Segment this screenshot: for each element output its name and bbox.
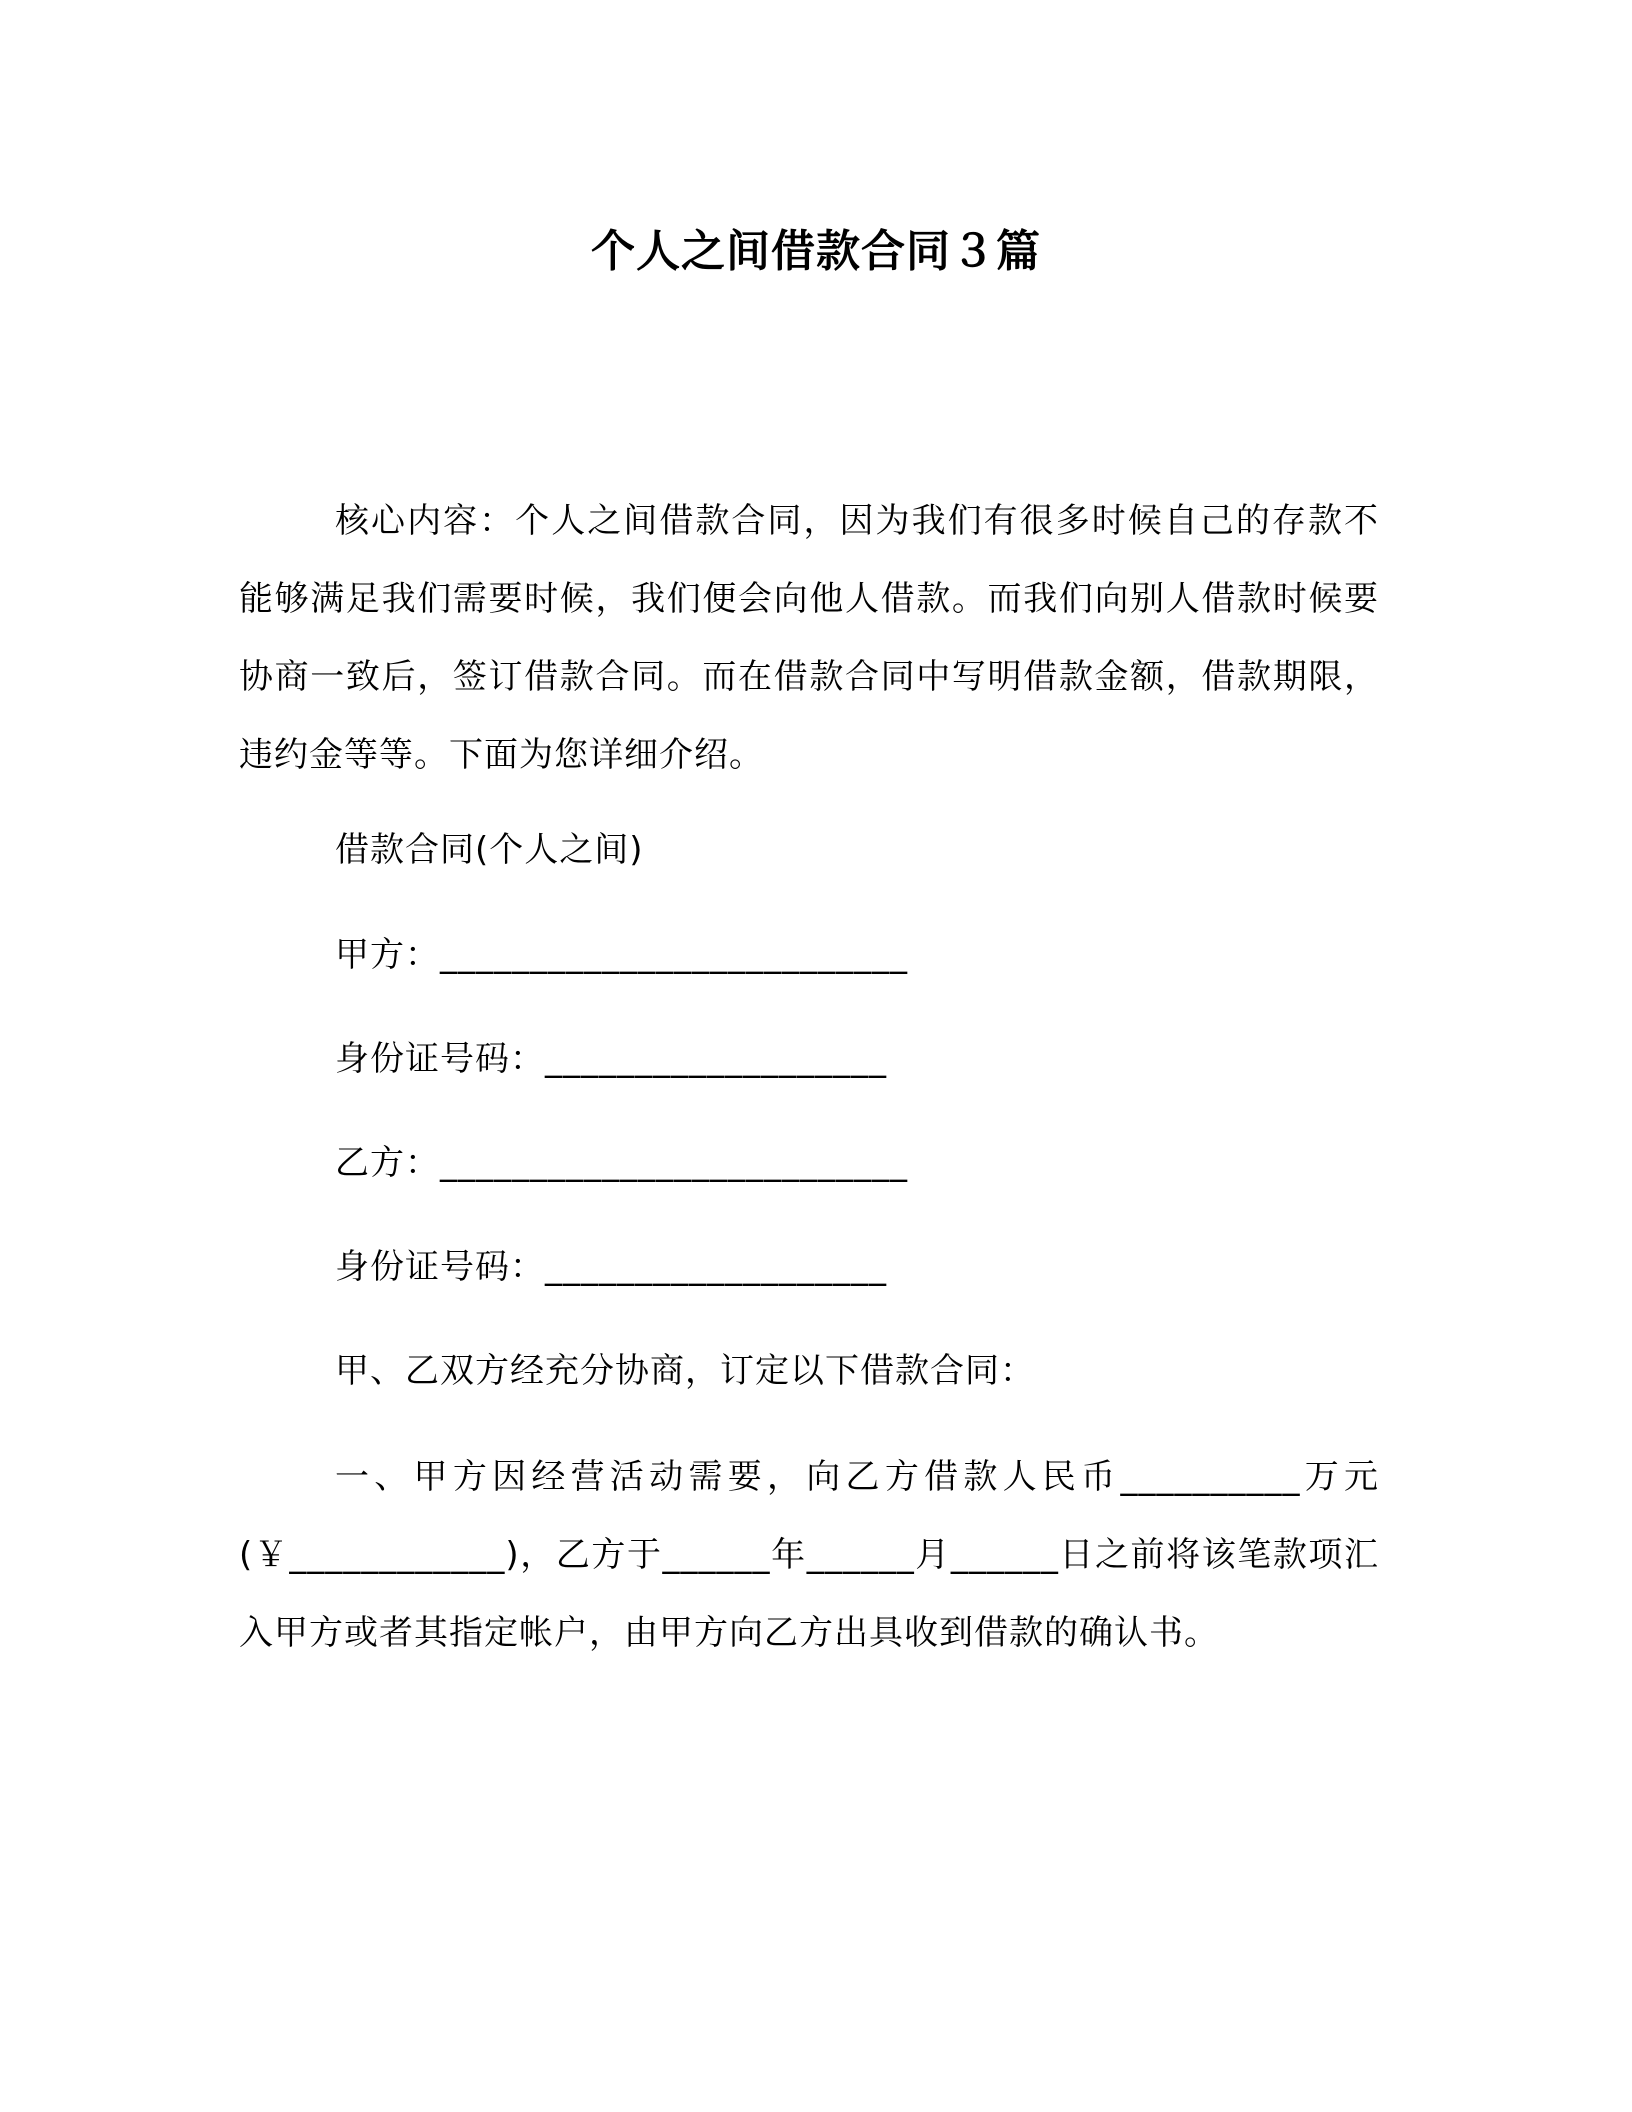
party-a-field: 甲方：__________________________ [335,935,908,975]
party-b-field: 乙方：__________________________ [335,1143,908,1183]
party-a-id-field: 身份证号码：___________________ [335,1039,887,1079]
clause-1-paragraph: 一、甲方因经营活动需要，向乙方借款人民币__________万元(￥____________)，乙方于______年______月______日之前将该笔款项汇入甲方或者其指定帐户，由甲方向乙方出具收到借款的确认书。 [239,1457,1379,1653]
party-a-block [239,930,1379,980]
party-b-id-block [239,1242,1379,1292]
intro-paragraph: 核心内容：个人之间借款合同，因为我们有很多时候自己的存款不能够满足我们需要时候，我们便会向他人借款。而我们向别人借款时候要协商一致后，签订借款合同。而在借款合同中写明借款金额，借款期限，违约金等等。下面为您详细介绍。 [239,501,1379,775]
document-title: 个人之间借款合同３篇 [591,226,1041,277]
contract-heading: 借款合同(个人之间) [335,830,644,870]
party-a-id-block [239,1034,1379,1084]
intro-block [239,482,1379,794]
agreement-block [239,1346,1379,1396]
party-b-block [239,1138,1379,1188]
clause-1-block [239,1438,1379,1672]
agreement-line: 甲、乙双方经充分协商，订定以下借款合同： [335,1351,1035,1391]
contract-heading-block [239,825,1379,875]
party-b-id-field: 身份证号码：___________________ [335,1247,887,1287]
